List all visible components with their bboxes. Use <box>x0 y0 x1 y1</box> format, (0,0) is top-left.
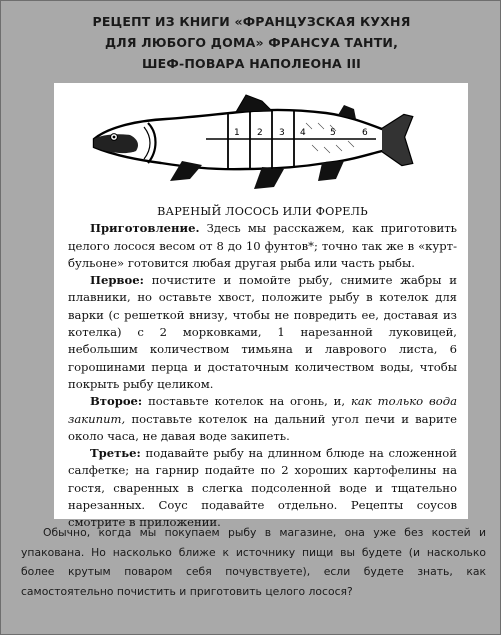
section-number-2: 2 <box>257 128 263 138</box>
fish-pelvic-fin <box>254 167 284 189</box>
section-number-5: 5 <box>330 128 336 138</box>
heading-line-3: ШЕФ-ПОВАРА НАПОЛЕОНА III <box>141 56 362 71</box>
paragraph-preparation <box>68 220 457 272</box>
commentary <box>21 523 486 601</box>
section-number-1: 1 <box>234 128 240 138</box>
commentary-text: Обычно, когда мы покупаем рыбу в магазине, она уже без костей и упакована. Но насколько ближе к источнику пищи вы будете (и насколько более крутым поваром себя почувствуете), если будете знать, как самостоятельно почистить и приготовить целого лосося? <box>21 526 486 598</box>
section-number-3: 3 <box>279 128 285 138</box>
fish-dorsal-fin <box>236 95 272 112</box>
label-first: Первое: <box>90 273 144 288</box>
fish-anal-fin <box>318 161 344 181</box>
section-number-6: 6 <box>362 128 368 138</box>
paragraph-first <box>68 272 457 393</box>
text-second-a: поставьте котелок на огонь, и, <box>142 394 351 409</box>
fish-illustration <box>86 93 416 205</box>
page-heading <box>1 11 501 74</box>
heading-line-1: РЕЦЕПТ ИЗ КНИГИ «ФРАНЦУЗСКАЯ КУХНЯ <box>92 14 411 29</box>
heading-line-2: ДЛЯ ЛЮБОГО ДОМА» ФРАНСУА ТАНТИ, <box>104 35 399 50</box>
label-second: Второе: <box>90 394 143 409</box>
fish-tail <box>382 115 412 165</box>
recipe-title: ВАРЕНЫЙ ЛОСОСЬ ИЛИ ФОРЕЛЬ <box>157 205 368 218</box>
recipe-panel <box>54 83 468 530</box>
text-third: подавайте рыбу на длинном блюде на сложенной салфетке; на гарнир подайте по 2 хороших картофелины на гостя, сваренных в слегка подсоленной воде и тщательно нарезанных. Соус подавайте отдельно. Рецепты соусов смотрите в приложении. <box>68 446 457 530</box>
text-preparation: Здесь мы расскажем, как приготовить целого лосося весом от 8 до 10 фунтов*; точно так же в «курт-бульоне» готовится любая другая рыба или часть рыбы. <box>68 221 457 270</box>
paragraph-second <box>68 393 457 445</box>
label-third: Третье: <box>90 446 141 461</box>
recipe-text <box>68 203 457 532</box>
label-preparation: Приготовление. <box>90 221 200 236</box>
paragraph-third <box>68 445 457 531</box>
section-number-4: 4 <box>300 128 306 138</box>
text-second-italic: как только вода закипит, <box>68 394 457 426</box>
text-first: почистите и помойте рыбу, снимите жабры и плавники, но оставьте хвост, положите рыбу в котелок для варки (с решеткой внизу, чтобы не повредить ее, доставая из котелка) с 2 морковками, 1 нарезанной луковицей, небольшим количеством тимьяна и лаврового листа, 6 горошинами перца и достаточным количеством воды, чтобы покрыть рыбу целиком. <box>68 273 457 391</box>
text-second-b: поставьте котелок на дальний угол печи и варите около часа, не давая воде закипеть. <box>68 411 457 443</box>
